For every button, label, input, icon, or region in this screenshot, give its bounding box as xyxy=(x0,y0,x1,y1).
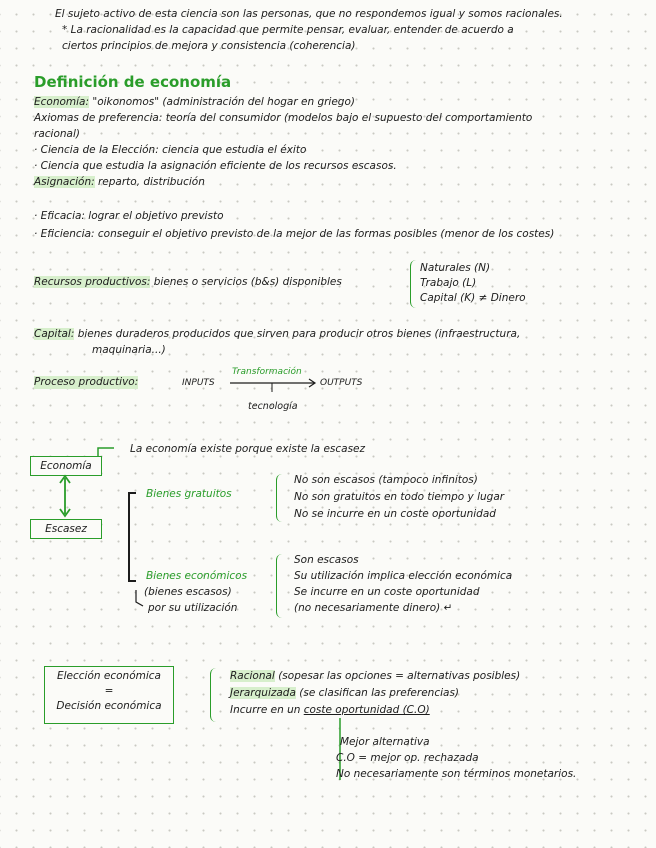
capital-label: Capital: xyxy=(34,328,75,340)
recursos-brace xyxy=(410,260,417,308)
intro-line-2: * La racionalidad es la capacidad que permite pensar, evaluar, entender de acuerdo a xyxy=(62,24,514,36)
economicos-sub-connector xyxy=(134,590,146,610)
axiomas-line-1: Axiomas de preferencia: teoría del consumidor (modelos bajo el supuesto del comportamiento xyxy=(34,112,533,124)
escasez-box: Escasez xyxy=(30,519,102,539)
eleccion-incurre xyxy=(230,704,430,717)
bienes-gratuitos-label: Bienes gratuitos xyxy=(146,488,232,500)
asignacion-text: reparto, distribución xyxy=(97,176,205,188)
bullet-eficacia: · Eficacia: lograr el objetivo previsto xyxy=(34,210,224,222)
economicos-sub-2: por su utilización xyxy=(148,602,238,614)
gratuitos-brace xyxy=(276,474,283,522)
proceso-label: Proceso productivo: xyxy=(34,376,139,388)
section-title-definicion: Definición de economía xyxy=(34,73,232,91)
economia-escasez-arrow xyxy=(58,474,72,520)
jerarquizada-text: (se clasifican las preferencias) xyxy=(299,687,460,699)
gratuitos-item-2: No son gratuitos en todo tiempo y lugar xyxy=(294,491,505,503)
eleccion-box-line-2: = xyxy=(104,685,114,697)
intro-line-1: El sujeto activo de esta ciencia son las personas, que no respondemos igual y somos racionales. xyxy=(55,8,563,20)
intro-line-3: ciertos principios de mejora y consistencia (coherencia) xyxy=(62,40,356,52)
jerarquizada-label: Jerarquizada xyxy=(230,687,296,699)
eleccion-jerarquizada xyxy=(230,687,459,700)
racional-text: (sopesar las opciones = alternativas posibles) xyxy=(278,670,521,682)
capital-definition xyxy=(34,328,520,341)
proceso-transformacion: Transformación xyxy=(232,367,302,377)
gratuitos-item-3: No se incurre en un coste oportunidad xyxy=(294,508,496,520)
gratuitos-item-1: No son escasos (tampoco infinitos) xyxy=(294,474,478,486)
coste-oportunidad-text: coste oportunidad (C.O) xyxy=(303,704,430,716)
bullet-ciencia-eleccion: · Ciencia de la Elección: ciencia que estudia el éxito xyxy=(34,144,307,156)
co-item-2: C.O = mejor op. rechazada xyxy=(336,752,479,764)
economicos-sub-1: (bienes escasos) xyxy=(144,586,232,598)
asignacion-definition xyxy=(34,176,205,189)
economia-box: Economía xyxy=(30,456,102,476)
bienes-bracket xyxy=(128,492,136,582)
economia-definition xyxy=(34,96,355,109)
economicos-item-1: Son escasos xyxy=(294,554,359,566)
recursos-item-capital: Capital (K) ≠ Dinero xyxy=(420,292,526,304)
economicos-item-4: (no necesariamente dinero) ↵ xyxy=(294,602,453,614)
economia-label: Economía: xyxy=(34,96,90,108)
eleccion-box xyxy=(44,666,174,724)
recursos-text: bienes o servicios (b&s) disponibles xyxy=(153,276,342,288)
economia-text: "oikonomos" (administración del hogar en griego) xyxy=(92,96,355,108)
economicos-item-2: Su utilización implica elección económica xyxy=(294,570,513,582)
recursos-item-naturales: Naturales (N) xyxy=(420,262,491,274)
escasez-note: La economía existe porque existe la escasez xyxy=(130,443,366,455)
proceso-outputs: OUTPUTS xyxy=(320,378,363,388)
eleccion-box-line-1: Elección económica xyxy=(57,670,161,682)
bullet-eficiencia: · Eficiencia: conseguir el objetivo previsto de la mejor de las formas posibles (menor de los costes) xyxy=(34,228,555,240)
co-item-1: Mejor alternativa xyxy=(340,736,430,748)
racional-label: Racional xyxy=(230,670,275,682)
incurre-text: Incurre en un xyxy=(230,704,301,716)
bullet-ciencia-asignacion: · Ciencia que estudia la asignación eficiente de los recursos escasos. xyxy=(34,160,397,172)
recursos-definition xyxy=(34,276,342,289)
proceso-tecnologia: tecnología xyxy=(248,401,298,412)
eleccion-brace xyxy=(210,668,217,722)
capital-text-1: bienes duraderos producidos que sirven para producir otros bienes (infraestructura, xyxy=(77,328,521,340)
bienes-economicos-label: Bienes económicos xyxy=(146,570,248,582)
economicos-brace xyxy=(276,554,283,618)
eleccion-box-line-3: Decisión económica xyxy=(56,700,162,712)
proceso-arrow xyxy=(230,378,320,398)
economicos-item-3: Se incurre en un coste oportunidad xyxy=(294,586,480,598)
eleccion-racional xyxy=(230,670,520,683)
recursos-label: Recursos productivos: xyxy=(34,276,151,288)
co-item-3: No necesariamente son términos monetarios. xyxy=(336,768,577,780)
asignacion-label: Asignación: xyxy=(34,176,95,188)
recursos-item-trabajo: Trabajo (L) xyxy=(420,277,477,289)
capital-text-2: maquinaria...) xyxy=(92,344,166,356)
proceso-inputs: INPUTS xyxy=(182,378,215,388)
axiomas-line-2: racional) xyxy=(34,128,80,140)
